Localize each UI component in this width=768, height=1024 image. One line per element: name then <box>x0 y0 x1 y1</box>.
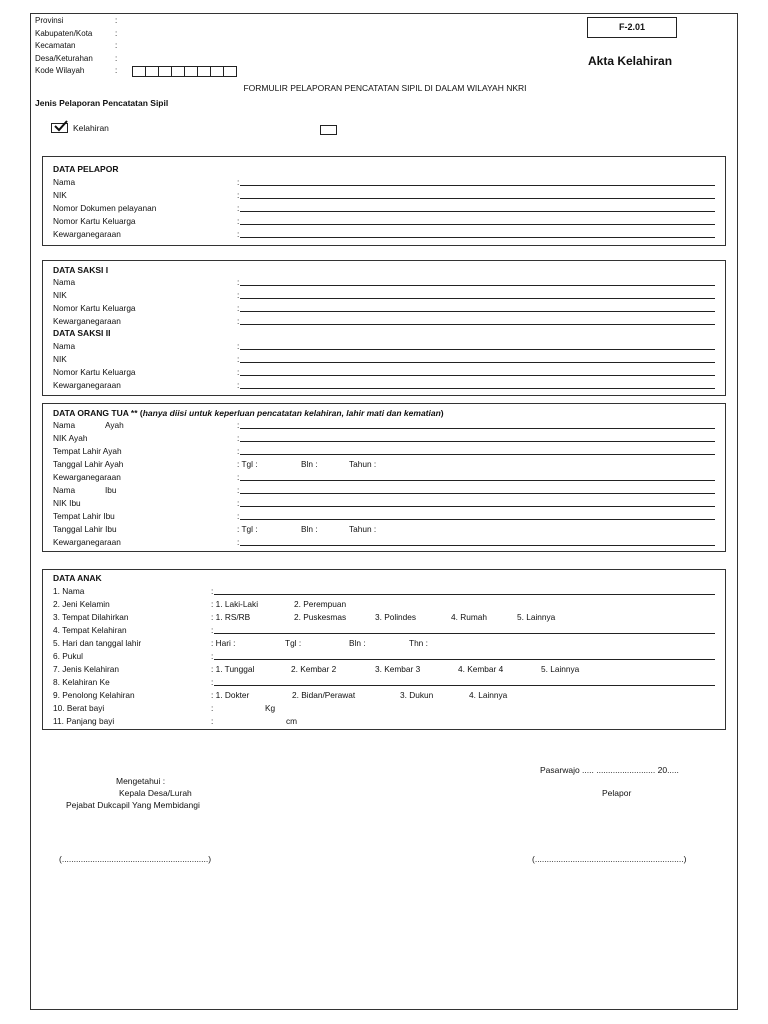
field-row: Tanggal Lahir Ayah : Tgl : Bln : Tahun : <box>53 459 377 469</box>
field-row: 8. Kelahiran Ke : <box>53 676 715 689</box>
input-line[interactable] <box>240 311 715 312</box>
sign-label: Pejabat Dukcapil Yang Membidangi <box>66 800 200 810</box>
input-line[interactable] <box>240 362 715 363</box>
form-code-box: F-2.01 <box>587 17 677 38</box>
kelahiran-checkbox[interactable] <box>51 123 68 133</box>
pelapor-label: Pelapor <box>602 788 632 798</box>
field-label: Provinsi <box>35 16 64 25</box>
field-row: Nama : <box>53 340 715 353</box>
field-row: 4. Tempat Kelahiran : <box>53 624 715 637</box>
field-row: 1. Nama : <box>53 585 715 598</box>
input-line[interactable] <box>240 454 715 455</box>
field-row: Kewarganegaraan : <box>53 228 715 241</box>
form-title: FORMULIR PELAPORAN PENCATATAN SIPIL DI DALAM WILAYAH NKRI <box>243 83 527 93</box>
section-pelapor <box>42 156 726 246</box>
field-row: 11. Panjang bayi : cm <box>53 716 298 726</box>
field-label: Kode Wilayah <box>35 66 85 75</box>
kelahiran-label: Kelahiran <box>73 123 109 133</box>
empty-checkbox[interactable] <box>320 125 337 135</box>
field-row: 6. Pukul : <box>53 650 715 663</box>
section-anak <box>42 569 726 730</box>
input-line[interactable] <box>240 428 715 429</box>
field-label: Kecamatan <box>35 41 76 50</box>
field-row: NIK : <box>53 353 715 366</box>
input-line[interactable] <box>240 185 715 186</box>
right-signature-line[interactable]: (...............................................................) <box>532 854 687 864</box>
field-row: 2. Jeni Kelamin : 1. Laki-Laki 2. Perempuan <box>53 599 347 609</box>
field-row: 3. Tempat Dilahirkan : 1. RS/RB 2. Puskesmas 3. Polindes 4. Rumah 5. Lainnya <box>53 612 556 622</box>
section-orangtua <box>42 403 726 552</box>
input-line[interactable] <box>240 545 715 546</box>
field-label: Kabupaten/Kota <box>35 28 93 38</box>
input-line[interactable] <box>240 324 715 325</box>
field-row: Tanggal Lahir Ibu : Tgl : Bln : Tahun : <box>53 524 377 534</box>
field-row: Nomor Kartu Keluarga : <box>53 215 715 228</box>
check-icon <box>53 120 69 132</box>
input-line[interactable] <box>214 594 715 595</box>
input-line[interactable] <box>240 224 715 225</box>
sign-label: Kepala Desa/Lurah <box>119 788 192 798</box>
field-row: Nama : <box>53 276 715 289</box>
input-line[interactable] <box>240 298 715 299</box>
field-row: Nama Ayah : <box>53 419 715 432</box>
input-line[interactable] <box>240 388 715 389</box>
section-note: hanya diisi untuk keperluan pencatatan kelahiran, lahir mati dan kematian <box>142 408 441 418</box>
field-row: NIK Ibu : <box>53 497 715 510</box>
field-row: Kewarganegaraan : <box>53 471 715 484</box>
field-row: Tempat Lahir Ayah : <box>53 445 715 458</box>
section-title: DATA ANAK <box>53 573 102 583</box>
field-row: 10. Berat bayi : Kg <box>53 703 276 713</box>
field-row: NIK Ayah : <box>53 432 715 445</box>
field-row: Kewarganegaraan : <box>53 536 715 549</box>
input-line[interactable] <box>240 285 715 286</box>
input-line[interactable] <box>240 211 715 212</box>
jenis-title: Jenis Pelaporan Pencatatan Sipil <box>35 98 169 108</box>
field-row: Nama Ibu : <box>53 484 715 497</box>
input-line[interactable] <box>240 441 715 442</box>
field-row: Nomor Kartu Keluarga : <box>53 302 715 315</box>
section-title: DATA ORANG TUA ** (hanya diisi untuk keperluan pencatatan kelahiran, lahir mati dan kematian) <box>53 408 444 418</box>
section-title: DATA SAKSI II <box>53 328 111 338</box>
document-type: Akta Kelahiran <box>588 54 673 68</box>
region-header: Provinsi : Kabupaten/Kota : Kecamatan : Desa/Keturahan : Kode Wilayah : <box>35 15 237 78</box>
form-page <box>30 13 738 1010</box>
input-line[interactable] <box>240 349 715 350</box>
input-line[interactable] <box>240 519 715 520</box>
input-line[interactable] <box>240 237 715 238</box>
field-row: Nama : <box>53 176 715 189</box>
input-line[interactable] <box>240 375 715 376</box>
field-row: NIK : <box>53 189 715 202</box>
field-row: Nomor Dokumen pelayanan : <box>53 202 715 215</box>
field-label: Desa/Keturahan <box>35 53 93 63</box>
field-row: 9. Penolong Kelahiran : 1. Dokter 2. Bidan/Perawat 3. Dukun 4. Lainnya <box>53 690 508 700</box>
section-title: DATA PELAPOR <box>53 164 119 174</box>
field-row: NIK : <box>53 289 715 302</box>
field-row: 5. Hari dan tanggal lahir : Hari : Tgl : Bln : Thn : <box>53 638 428 648</box>
input-line[interactable] <box>240 480 715 481</box>
input-line[interactable] <box>240 198 715 199</box>
input-line[interactable] <box>214 685 715 686</box>
sign-label: Mengetahui : <box>116 776 166 786</box>
field-row: Tempat Lahir Ibu : <box>53 510 715 523</box>
input-line[interactable] <box>214 659 715 660</box>
field-row: Kewarganegaraan : <box>53 315 715 328</box>
field-row: 7. Jenis Kelahiran : 1. Tunggal 2. Kembar 2 3. Kembar 3 4. Kembar 4 5. Lainnya <box>53 664 580 674</box>
section-saksi <box>42 260 726 396</box>
field-row: Kewarganegaraan : <box>53 379 715 392</box>
input-line[interactable] <box>214 633 715 634</box>
left-signature-line[interactable]: (..............................................................) <box>59 854 212 864</box>
input-line[interactable] <box>240 493 715 494</box>
field-row: Nomor Kartu Keluarga : <box>53 366 715 379</box>
kode-wilayah-boxes[interactable] <box>133 66 237 78</box>
place-date: Pasarwajo ..... ......................... 20..... <box>540 765 679 775</box>
input-line[interactable] <box>240 506 715 507</box>
section-title: DATA SAKSI I <box>53 265 109 275</box>
